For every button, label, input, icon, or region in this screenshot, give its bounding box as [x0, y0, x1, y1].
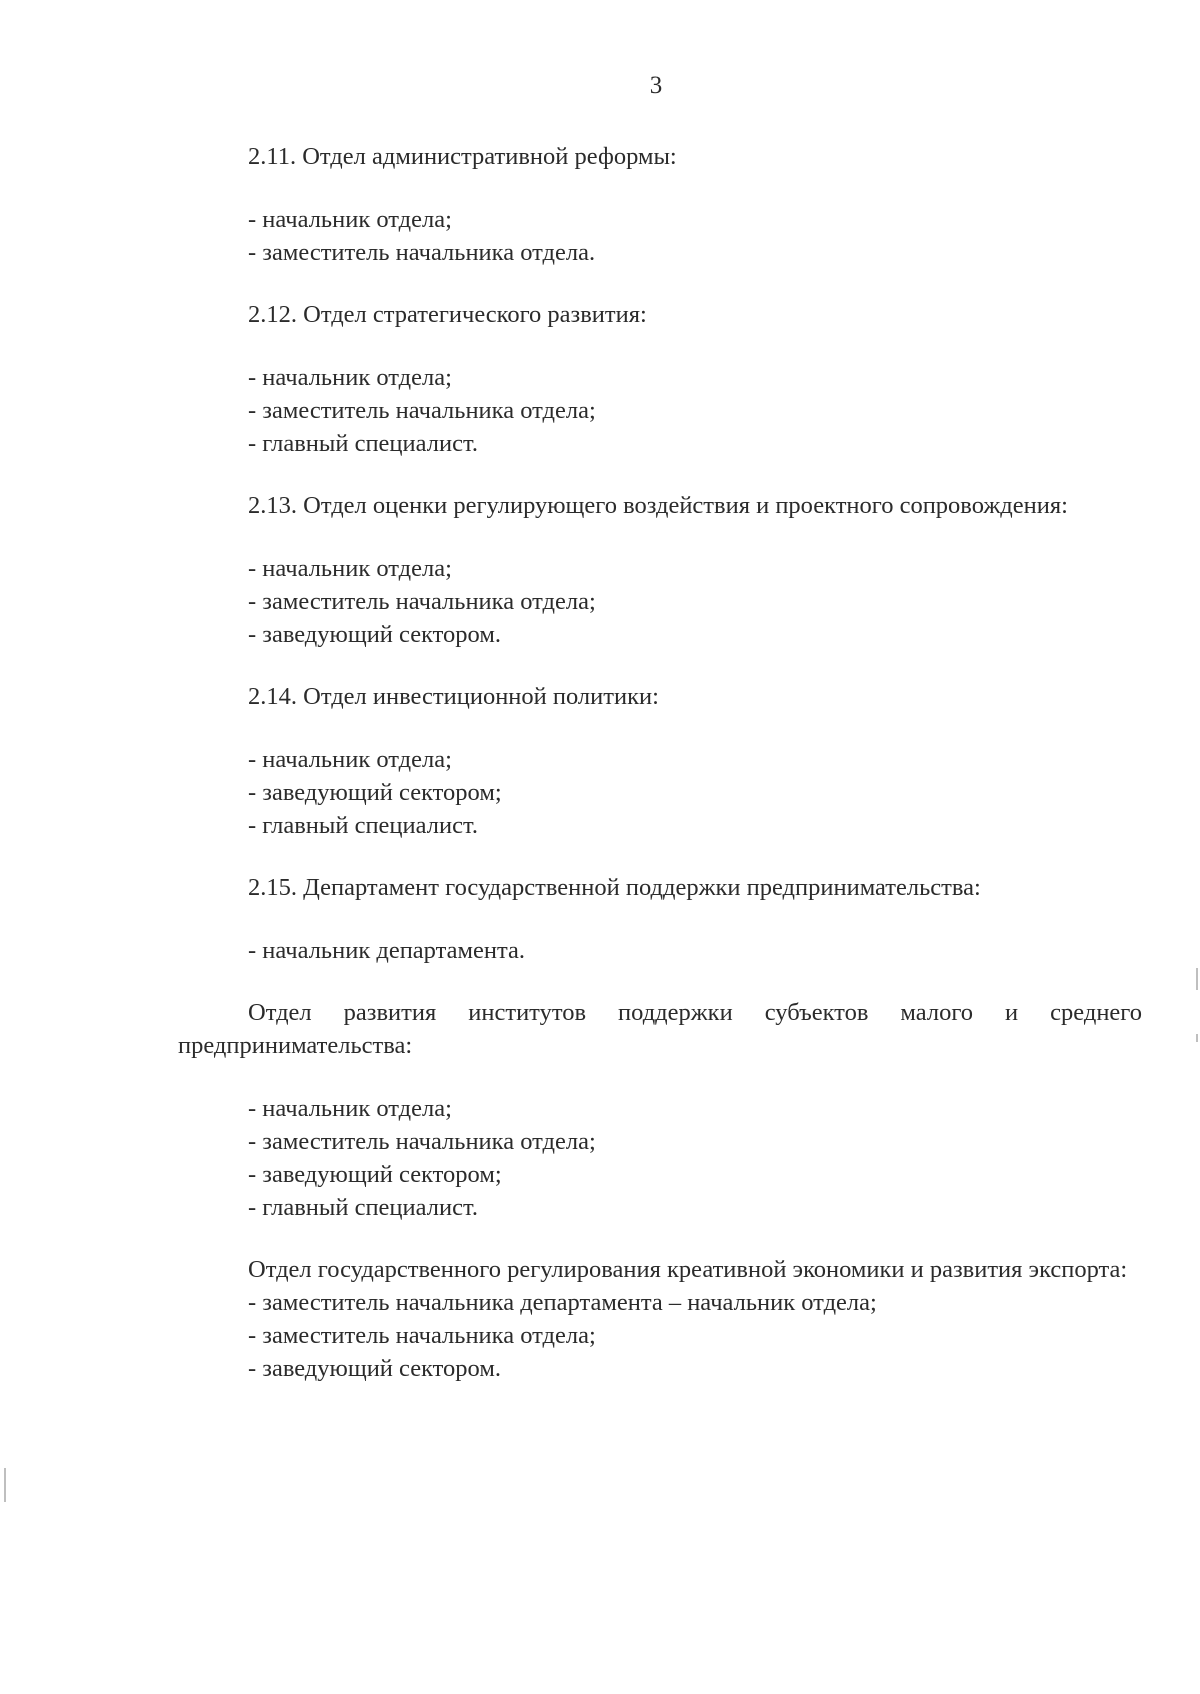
scan-artifact-right — [1196, 968, 1198, 990]
list-item: - заместитель начальника отдела; — [248, 1128, 596, 1155]
list-item: - начальник отдела; — [248, 206, 452, 233]
scan-artifact-left — [4, 1468, 6, 1502]
list-item: - начальник отдела; — [248, 364, 452, 391]
document-body — [178, 140, 1142, 1385]
list-item: - заместитель начальника отдела; — [248, 397, 596, 424]
list-item: - заместитель начальника отдела; — [248, 588, 596, 615]
list-item: - начальник департамента. — [248, 937, 525, 964]
section-list-2-15 — [178, 934, 1142, 967]
list-item: - заместитель начальника отдела. — [248, 239, 596, 266]
section-list-creative-economy — [178, 1286, 1142, 1385]
list-item: - заведующий сектором. — [248, 1355, 501, 1382]
section-heading-2-14: 2.14. Отдел инвестиционной политики: — [248, 683, 659, 710]
section-list-2-11 — [178, 203, 1142, 269]
list-item: - главный специалист. — [248, 1194, 478, 1221]
section-heading-2-12: 2.12. Отдел стратегического развития: — [248, 301, 647, 328]
section-list-2-12 — [178, 361, 1142, 460]
section-heading-2-13: 2.13. Отдел оценки регулирующего воздействия и проектного сопровождения: — [248, 492, 1068, 519]
list-item: - заместитель начальника отдела; — [248, 1322, 596, 1349]
list-item: - заведующий сектором; — [248, 1161, 502, 1188]
section-list-2-13 — [178, 552, 1142, 651]
section-list-institutes — [178, 1092, 1142, 1224]
list-item: - заведующий сектором; — [248, 779, 502, 806]
list-item: - начальник отдела; — [248, 555, 452, 582]
list-item: - начальник отдела; — [248, 1095, 452, 1122]
list-item: - начальник отдела; — [248, 746, 452, 773]
scan-artifact-right — [1196, 1034, 1198, 1042]
list-item: - заместитель начальника департамента – начальник отдела; — [248, 1289, 877, 1316]
section-heading-2-15: 2.15. Департамент государственной поддержки предпринимательства: — [248, 874, 981, 901]
section-list-2-14 — [178, 743, 1142, 842]
list-item: - заведующий сектором. — [248, 621, 501, 648]
list-item: - главный специалист. — [248, 430, 478, 457]
section-heading-institutes: Отдел развития институтов поддержки субъектов малого и среднего предпринимательства: — [178, 999, 1142, 1059]
section-heading-creative-economy: Отдел государственного регулирования креативной экономики и развития экспорта: — [248, 1256, 1128, 1283]
page-number: 3 — [649, 72, 663, 99]
section-heading-2-11: 2.11. Отдел административной реформы: — [248, 143, 677, 170]
list-item: - главный специалист. — [248, 812, 478, 839]
